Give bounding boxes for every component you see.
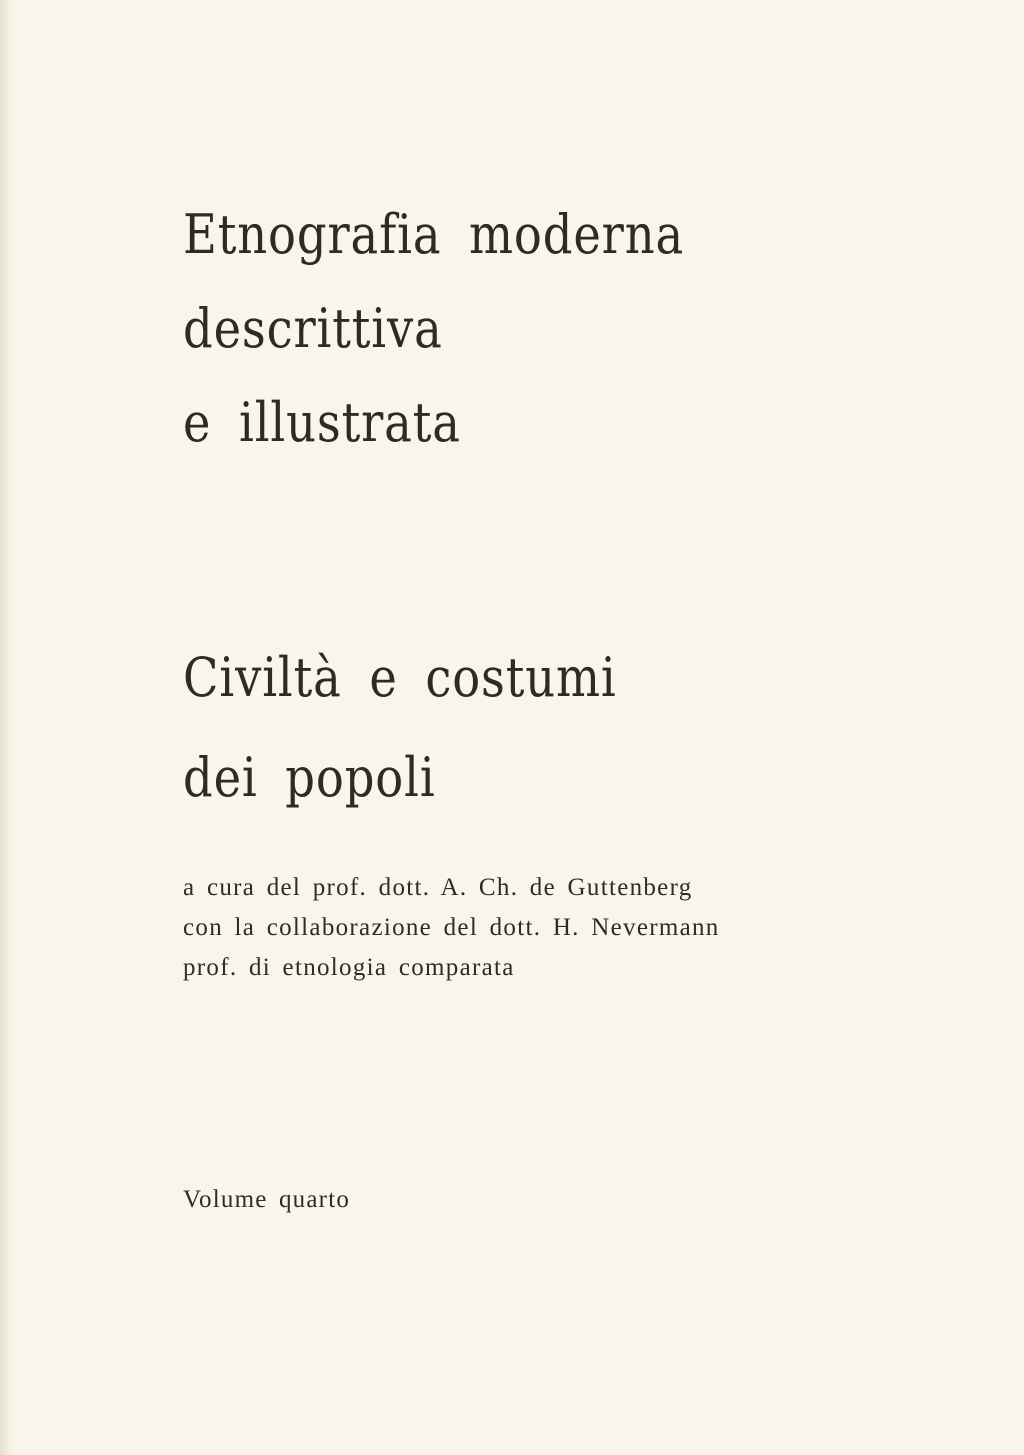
book-title: [183, 188, 684, 470]
page-edge-shadow: [0, 0, 14, 1455]
book-title-line-1: Etnografia moderna: [183, 203, 685, 266]
editor-credits-line-2: con la collaborazione del dott. H. Nevermann: [183, 914, 720, 941]
book-subtitle: [183, 628, 617, 828]
book-title-line-2: descrittiva: [183, 297, 443, 360]
editor-credits-line-1: a cura del prof. dott. A. Ch. de Guttenberg: [183, 874, 693, 901]
book-subtitle-line-1: Civiltà e costumi: [183, 646, 617, 709]
book-subtitle-line-2: dei popoli: [183, 746, 436, 809]
editor-credits: [183, 868, 720, 988]
volume-label: Volume quarto: [183, 1186, 351, 1213]
editor-credits-line-3: prof. di etnologia comparata: [183, 954, 515, 981]
book-title-line-3: e illustrata: [183, 391, 461, 454]
